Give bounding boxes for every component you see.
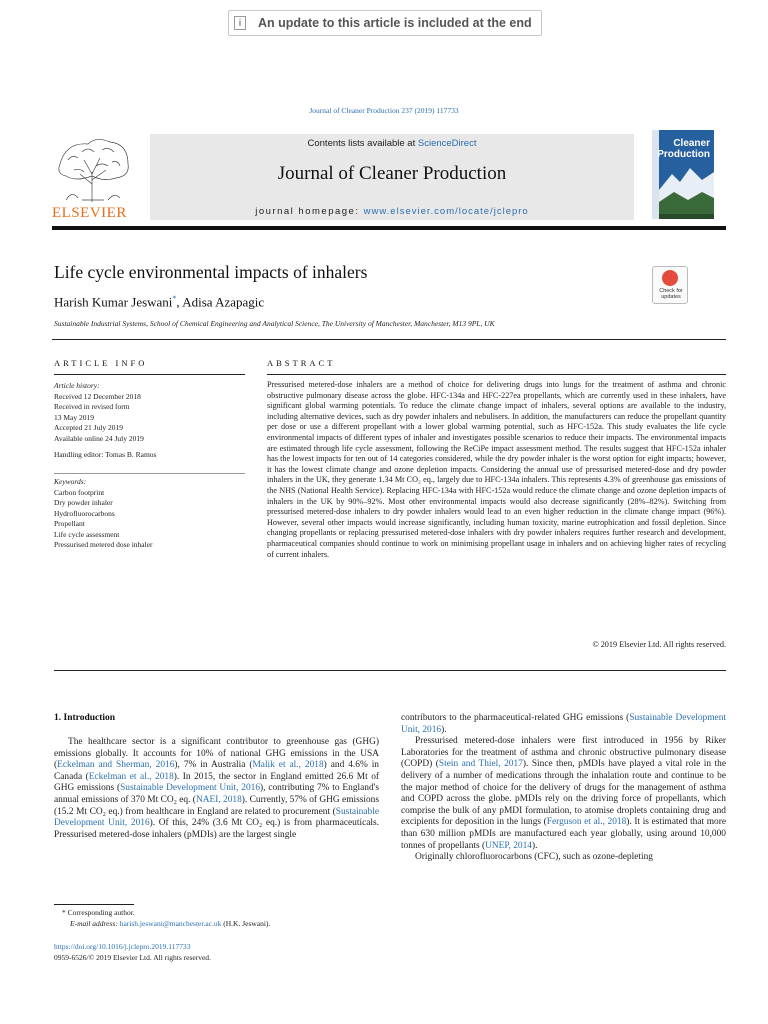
keywords	[54, 477, 245, 551]
doi-link[interactable]	[54, 942, 190, 951]
issn-line: 0959-6526/© 2019 Elsevier Ltd. All rights reserved.	[54, 953, 211, 962]
corresponding-author-note: * Corresponding author.	[62, 908, 135, 917]
journal-cover-image[interactable]	[652, 130, 714, 219]
reference-link[interactable]: Eckelman et al., 2018	[88, 771, 174, 782]
keywords-label: Keywords:	[54, 477, 87, 486]
author-2[interactable]: , Adisa Azapagic	[176, 294, 265, 310]
keywords-rule	[54, 473, 245, 474]
reference-link[interactable]: UNEP, 2014	[485, 840, 532, 851]
reference-link[interactable]: Sustainable Development Unit, 2016	[401, 713, 726, 735]
author-1[interactable]: Harish Kumar Jeswani	[54, 294, 173, 310]
homepage-prefix: journal homepage:	[255, 206, 364, 217]
info-icon: i	[234, 16, 246, 30]
cover-title-line-1: Cleaner	[673, 138, 710, 149]
author-list	[54, 294, 264, 310]
article-info-rule	[54, 374, 245, 375]
email-link[interactable]: harish.jeswani@manchester.ac.uk	[119, 919, 222, 928]
journal-citation[interactable]: Journal of Cleaner Production 237 (2019) 117733	[309, 106, 459, 115]
abstract-copyright: © 2019 Elsevier Ltd. All rights reserved.	[592, 640, 726, 649]
keyword-item: Dry powder inhaler	[54, 498, 113, 507]
footnote-divider	[54, 904, 134, 905]
keyword-item: Propellant	[54, 519, 85, 528]
contents-prefix: Contents lists available at	[307, 138, 418, 149]
publisher-logo-text: ELSEVIER	[52, 205, 127, 221]
check-updates-line-1: Check for	[659, 288, 683, 294]
intro-paragraph: Pressurised metered-dose inhalers were first introduced in 1956 by Riker Laboratories for the treatment of asthma and chronic obstructive pulmonary disease (COPD) (Stein and Thiel, 2017). Since then, pMDIs have played a vital role in the delivery of a number of medications through the inhalation route and continue to be the major method of choice for the delivery of drugs for the management of asthma and COPD across the globe. pMDIs rely on the driving force of propellants, which comprise the bulk of any pMDI formulation, to atomise droplets containing drug and excipients for deposition in the lungs (Ferguson et al., 2018). It is estimated that more than 630 million pMDIs are manufactured each year globally, using around 10,000 tonnes of propellants (UNEP, 2014).	[401, 736, 726, 851]
homepage-link[interactable]: www.elsevier.com/locate/jclepro	[363, 206, 529, 217]
journal-homepage	[150, 206, 634, 217]
check-updates-label	[653, 288, 689, 300]
check-for-updates-badge[interactable]	[652, 266, 688, 304]
check-updates-line-2: updates	[661, 294, 681, 300]
introduction-heading: 1. Introduction	[54, 713, 116, 723]
history-revised-label: Received in revised form	[54, 402, 130, 411]
article-info-heading: ARTICLE INFO	[54, 358, 148, 368]
intro-paragraph: The healthcare sector is a significant contributor to greenhouse gas (GHG) emissions globally. It accounts for 10% of national GHG emissions in the USA (Eckelman and Sherman, 2016), 7% in Australia (Malik et al., 2018) and 4.6% in Canada (Eckelman et al., 2018). In 2015, the sector in England emitted 26.6 Mt of GHG emissions (Sustainable Development Unit, 2016), contributing 7% to England's annual emissions of 370 Mt CO₂ eq. (NAEI, 2018). Currently, 57% of GHG emissions (15.2 Mt CO₂ eq.) from healthcare in England are related to procurement (Sustainable Development Unit, 2016). Of this, 24% (3.6 Mt CO₂ eq.) is from pharmaceuticals. Pressurised metered-dose inhalers (pMDIs) are the largest single	[54, 737, 380, 840]
article-title: Life cycle environmental impacts of inhalers	[54, 262, 368, 282]
reference-link[interactable]: Sustainable Development Unit, 2016	[54, 806, 379, 829]
intro-right-column	[401, 713, 726, 864]
email-note	[70, 919, 270, 928]
keyword-item: Carbon footprint	[54, 487, 105, 497]
history-accepted: Accepted 21 July 2019	[54, 423, 123, 432]
abstract-rule	[267, 374, 726, 375]
keyword-item: Pressurised metered dose inhaler	[54, 540, 153, 549]
reference-link[interactable]: Malik et al., 2018	[252, 760, 324, 771]
update-banner[interactable]	[228, 10, 542, 36]
keyword-item: Hydrofluorocarbons	[54, 508, 115, 518]
article-history	[54, 381, 245, 461]
keyword-item: Life cycle assessment	[54, 529, 120, 539]
abstract-heading: ABSTRACT	[267, 358, 336, 368]
abstract-text: Pressurised metered-dose inhalers are a method of choice for delivering drugs into lungs for the treatment of asthma and chronic obstructive pulmonary disease across the globe. HFC-134a and HFC-227ea propellants, which are currently used in these inhalers, have significant global warming potentials. To reduce the climate change impact of inhalers, several options are available to the industry, including alternative devices, such as dry powder inhalers and nebulisers. In addition, the manufacturers can reduce the propellant quantity per dose or use a different propellant with a lower global warming potential, such as HFC-152a. This study evaluates the life cycle environmental impacts of different types of inhaler and investigates possible scenarios to reduce their impacts. The environmental impacts are estimated through life cycle assessment, following the ReCiPe impact assessment method. The results suggest that HFC-152a inhaler has the lowest impacts for ten out of 14 categories considered, while the dry powder inhaler is the worst option for eight impacts; however, it has the lowest climate change and ozone depletion impacts. Considering the annual use of pressurised metered-dose and dry powder inhalers in the UK, they generate 1.34 Mt CO₂ eq., largely due to HFC-134a inhalers. This represents 4.3% of greenhouse gas emissions of the NHS (National Health Service). Replacing HFC-134a with HFC-152a would reduce the climate change and ozone depletion impacts of inhalers in the UK by 90%–92%. Most other environmental impacts would also decrease significantly (28%–82%). Switching from pressurised metered-dose inhalers to dry powder inhalers would lead to an even higher reduction in the climate change impact (96%). However, several other impacts would increase significantly, including human toxicity, marine eutrophication and fossil depletion. Since changing propellants or replacing pressurised metered-dose inhalers with dry powder inhalers requires further research and development, pharmaceutical companies should continue to work on minimising propellant usage in inhalers and on achieving higher rates of recycling of current inhalers.	[267, 380, 726, 559]
check-updates-icon	[662, 270, 678, 286]
reference-link[interactable]: Stein and Thiel, 2017	[438, 759, 523, 770]
update-banner-text: An update to this article is included at the end	[258, 16, 532, 30]
intro-left-column	[54, 737, 379, 841]
header-divider	[52, 226, 726, 230]
sciencedirect-link[interactable]: ScienceDirect	[417, 138, 477, 149]
cover-title-line-2: Production	[657, 149, 710, 160]
history-label: Article history:	[54, 381, 100, 390]
cover-title	[657, 138, 710, 160]
email-suffix: (H.K. Jeswani).	[221, 919, 271, 928]
intro-paragraph: contributors to the pharmaceutical-related GHG emissions (Sustainable Development Unit, 2016).	[401, 713, 726, 735]
reference-link[interactable]: NAEI, 2018	[195, 794, 242, 805]
doi-text[interactable]: https://doi.org/10.1016/j.jclepro.2019.117733	[54, 942, 191, 951]
reference-link[interactable]: Ferguson et al., 2018	[546, 817, 627, 828]
history-online: Available online 24 July 2019	[54, 433, 144, 443]
reference-link[interactable]: Sustainable Development Unit, 2016	[120, 783, 261, 794]
corresponding-author-mark[interactable]: *	[172, 294, 177, 303]
journal-title: Journal of Cleaner Production	[277, 163, 507, 184]
intro-paragraph: Originally chlorofluorocarbons (CFC), such as ozone-depleting	[415, 852, 653, 863]
history-revised-date: 13 May 2019	[54, 412, 94, 422]
title-divider	[52, 339, 726, 340]
reference-link[interactable]: Eckelman and Sherman, 2016	[57, 760, 175, 771]
email-label: E-mail address:	[70, 919, 120, 928]
contents-line	[150, 138, 634, 149]
handling-editor: Handling editor: Tomas B. Ramos	[54, 450, 157, 459]
affiliation: Sustainable Industrial Systems, School of Chemical Engineering and Analytical Science, The University of Manchester, Manchester, M13 9PL, UK	[54, 319, 495, 328]
abstract-bottom-divider	[54, 670, 726, 671]
history-received: Received 12 December 2018	[54, 391, 141, 401]
